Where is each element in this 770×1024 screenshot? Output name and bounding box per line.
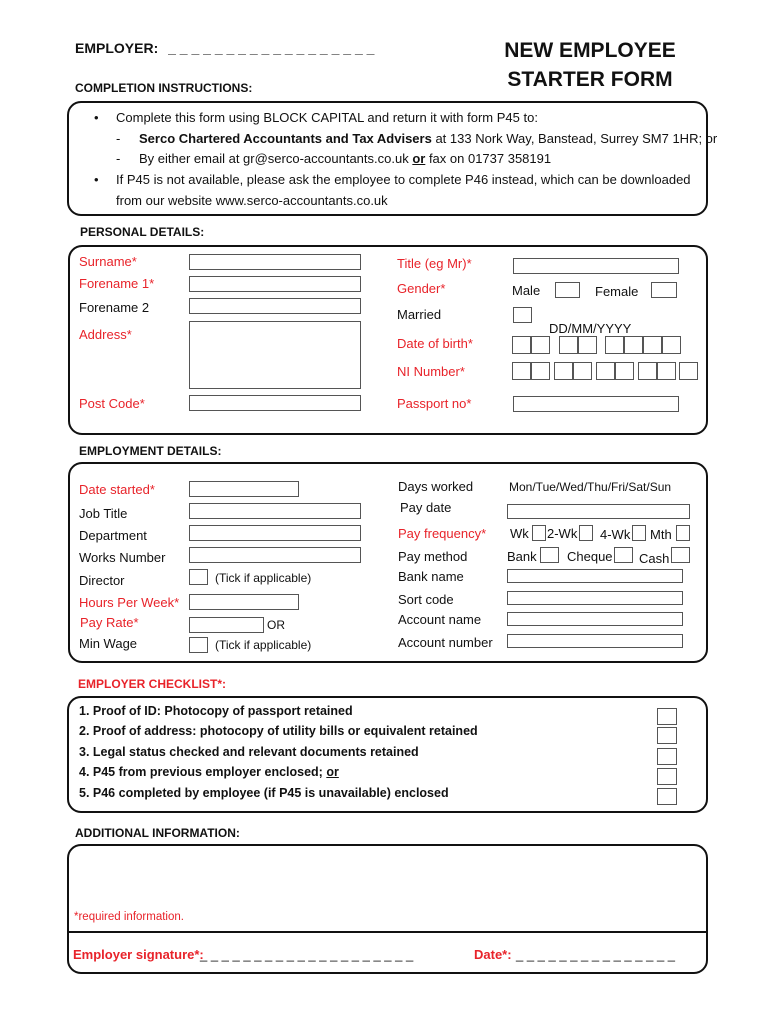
instruction-line-2 bbox=[139, 131, 717, 146]
checklist-checkbox-5[interactable] bbox=[657, 788, 677, 805]
dob-year-4[interactable] bbox=[662, 336, 681, 354]
additional-info-heading: ADDITIONAL INFORMATION: bbox=[75, 826, 240, 840]
ni-cell-1[interactable] bbox=[512, 362, 531, 380]
method-cheque-checkbox[interactable] bbox=[614, 547, 633, 563]
date-started-label: Date started* bbox=[79, 482, 155, 497]
instruction-bullet: • bbox=[94, 172, 99, 187]
min-wage-tick-hint: (Tick if applicable) bbox=[215, 638, 312, 652]
checklist-item-4 bbox=[79, 765, 339, 779]
works-number-label: Works Number bbox=[79, 550, 166, 565]
male-checkbox[interactable] bbox=[555, 282, 580, 298]
ni-cell-9[interactable] bbox=[679, 362, 698, 380]
freq-wk-checkbox[interactable] bbox=[532, 525, 546, 541]
instruction-dash: - bbox=[116, 151, 121, 166]
employer-label bbox=[75, 40, 374, 56]
freq-mth-checkbox[interactable] bbox=[676, 525, 690, 541]
method-bank-checkbox[interactable] bbox=[540, 547, 559, 563]
married-label: Married bbox=[397, 307, 442, 322]
dob-day-2[interactable] bbox=[531, 336, 550, 354]
postcode-label: Post Code* bbox=[79, 396, 145, 411]
works-number-input[interactable] bbox=[189, 547, 361, 563]
pay-date-input[interactable] bbox=[507, 504, 690, 519]
ni-cell-8[interactable] bbox=[657, 362, 676, 380]
instruction-line-4: If P45 is not available, please ask the employee to complete P46 instead, which can be downloaded bbox=[116, 172, 691, 187]
job-title-label: Job Title bbox=[79, 506, 128, 521]
dob-year-2[interactable] bbox=[624, 336, 643, 354]
required-note: *required information. bbox=[74, 911, 184, 923]
dob-month-2[interactable] bbox=[578, 336, 597, 354]
method-cheque-label: Cheque bbox=[567, 549, 613, 564]
freq-2wk-label: 2-Wk bbox=[547, 526, 578, 541]
address-input[interactable] bbox=[189, 321, 361, 389]
hours-per-week-input[interactable] bbox=[189, 594, 299, 610]
director-checkbox[interactable] bbox=[189, 569, 208, 585]
pay-frequency-label: Pay frequency* bbox=[398, 526, 487, 541]
page-title-line1: NEW EMPLOYEE bbox=[504, 39, 676, 62]
job-title-input[interactable] bbox=[189, 503, 361, 519]
married-checkbox[interactable] bbox=[513, 307, 532, 323]
instruction-line-5: from our website www.serco-accountants.co.uk bbox=[116, 193, 388, 208]
freq-wk-label: Wk bbox=[510, 526, 529, 541]
female-checkbox[interactable] bbox=[651, 282, 677, 298]
account-name-input[interactable] bbox=[507, 612, 683, 626]
min-wage-label: Min Wage bbox=[79, 636, 138, 651]
employer-label-text: EMPLOYER: bbox=[75, 40, 159, 56]
days-worked-label: Days worked bbox=[398, 479, 474, 494]
postcode-input[interactable] bbox=[189, 395, 361, 411]
date-started-input[interactable] bbox=[189, 481, 299, 497]
ni-cell-5[interactable] bbox=[596, 362, 615, 380]
instruction-bullet: • bbox=[94, 110, 99, 125]
checklist-checkbox-4[interactable] bbox=[657, 768, 677, 785]
checklist-checkbox-2[interactable] bbox=[657, 727, 677, 744]
fax-text: fax on 01737 358191 bbox=[425, 151, 552, 166]
ni-cell-7[interactable] bbox=[638, 362, 657, 380]
signature-divider bbox=[68, 931, 706, 933]
employer-field[interactable]: _ _ _ _ _ _ _ _ _ _ _ _ _ _ _ _ _ _ bbox=[168, 40, 375, 56]
checklist-item-4-or: or bbox=[326, 765, 339, 779]
days-worked-value: Mon/Tue/Wed/Thu/Fri/Sat/Sun bbox=[509, 480, 672, 494]
employer-signature-label: Employer signature*: bbox=[73, 947, 204, 962]
personal-details-heading: PERSONAL DETAILS: bbox=[80, 225, 205, 239]
surname-label: Surname* bbox=[79, 254, 137, 269]
passport-label: Passport no* bbox=[397, 396, 472, 411]
forename2-label: Forename 2 bbox=[79, 300, 150, 315]
forename1-input[interactable] bbox=[189, 276, 361, 292]
director-label: Director bbox=[79, 573, 125, 588]
page-title-line2: STARTER FORM bbox=[507, 68, 673, 91]
method-cash-checkbox[interactable] bbox=[671, 547, 690, 563]
email-text: By either email at gr@serco-accountants.co.uk bbox=[139, 151, 413, 166]
freq-4wk-label: 4-Wk bbox=[600, 527, 631, 542]
min-wage-checkbox[interactable] bbox=[189, 637, 208, 653]
dob-day-1[interactable] bbox=[512, 336, 531, 354]
firm-name: Serco Chartered Accountants and Tax Advisers bbox=[139, 131, 432, 146]
ni-cell-6[interactable] bbox=[615, 362, 634, 380]
title-label: Title (eg Mr)* bbox=[397, 256, 472, 271]
pay-method-label: Pay method bbox=[398, 549, 468, 564]
dob-label: Date of birth* bbox=[397, 336, 473, 351]
firm-address: at 133 Nork Way, Banstead, Surrey SM7 1HR; or bbox=[431, 131, 718, 146]
forename1-label: Forename 1* bbox=[79, 276, 155, 291]
checklist-item-1: 1. Proof of ID: Photocopy of passport retained bbox=[79, 704, 353, 718]
address-label: Address* bbox=[79, 327, 132, 342]
department-label: Department bbox=[79, 528, 147, 543]
dob-month-1[interactable] bbox=[559, 336, 578, 354]
page-title bbox=[480, 36, 700, 94]
completion-instructions-heading: COMPLETION INSTRUCTIONS: bbox=[75, 81, 253, 95]
passport-input[interactable] bbox=[513, 396, 679, 412]
dob-format-hint: DD/MM/YYYY bbox=[549, 321, 632, 336]
freq-2wk-checkbox[interactable] bbox=[579, 525, 593, 541]
date-label: Date*: bbox=[474, 947, 512, 962]
female-label: Female bbox=[595, 284, 639, 299]
or-emphasis: or bbox=[412, 151, 426, 166]
instruction-line-3 bbox=[139, 151, 551, 166]
account-number-label: Account number bbox=[398, 635, 493, 650]
employer-checklist-heading: EMPLOYER CHECKLIST*: bbox=[78, 677, 227, 691]
dob-year-1[interactable] bbox=[605, 336, 624, 354]
account-number-input[interactable] bbox=[507, 634, 683, 648]
checklist-item-2: 2. Proof of address: photocopy of utility bills or equivalent retained bbox=[79, 724, 478, 738]
sort-code-label: Sort code bbox=[398, 592, 454, 607]
instruction-dash: - bbox=[116, 131, 121, 146]
freq-4wk-checkbox[interactable] bbox=[632, 525, 646, 541]
checklist-checkbox-3[interactable] bbox=[657, 748, 677, 765]
ni-cell-4[interactable] bbox=[573, 362, 592, 380]
checklist-item-3: 3. Legal status checked and relevant documents retained bbox=[79, 745, 419, 759]
date-field[interactable]: _ _ _ _ _ _ _ _ _ _ _ _ _ _ _ bbox=[516, 947, 676, 962]
ni-cell-2[interactable] bbox=[531, 362, 550, 380]
employer-signature-field[interactable]: _ _ _ _ _ _ _ _ _ _ _ _ _ _ _ _ _ _ _ _ bbox=[200, 947, 414, 962]
method-bank-label: Bank bbox=[507, 549, 537, 564]
bank-name-input[interactable] bbox=[507, 569, 683, 583]
or-label: OR bbox=[267, 618, 285, 632]
employment-details-heading: EMPLOYMENT DETAILS: bbox=[79, 444, 222, 458]
checklist-checkbox-1[interactable] bbox=[657, 708, 677, 725]
instruction-line-1: Complete this form using BLOCK CAPITAL and return it with form P45 to: bbox=[116, 110, 538, 125]
gender-label: Gender* bbox=[397, 281, 446, 296]
bank-name-label: Bank name bbox=[398, 569, 464, 584]
ni-cell-3[interactable] bbox=[554, 362, 573, 380]
method-cash-label: Cash bbox=[639, 551, 670, 566]
dob-year-3[interactable] bbox=[643, 336, 662, 354]
checklist-item-4-text: 4. P45 from previous employer enclosed; bbox=[79, 765, 327, 779]
sort-code-input[interactable] bbox=[507, 591, 683, 605]
pay-date-label: Pay date bbox=[400, 500, 452, 515]
director-tick-hint: (Tick if applicable) bbox=[215, 571, 312, 585]
hours-per-week-label: Hours Per Week* bbox=[79, 595, 180, 610]
pay-rate-input[interactable] bbox=[189, 617, 264, 633]
ni-label: NI Number* bbox=[397, 364, 465, 379]
title-input[interactable] bbox=[513, 258, 679, 274]
surname-input[interactable] bbox=[189, 254, 361, 270]
pay-rate-label: Pay Rate* bbox=[80, 615, 139, 630]
freq-mth-label: Mth bbox=[650, 527, 672, 542]
forename2-input[interactable] bbox=[189, 298, 361, 314]
account-name-label: Account name bbox=[398, 612, 482, 627]
male-label: Male bbox=[512, 283, 541, 298]
department-input[interactable] bbox=[189, 525, 361, 541]
checklist-item-5: 5. P46 completed by employee (if P45 is unavailable) enclosed bbox=[79, 786, 449, 800]
